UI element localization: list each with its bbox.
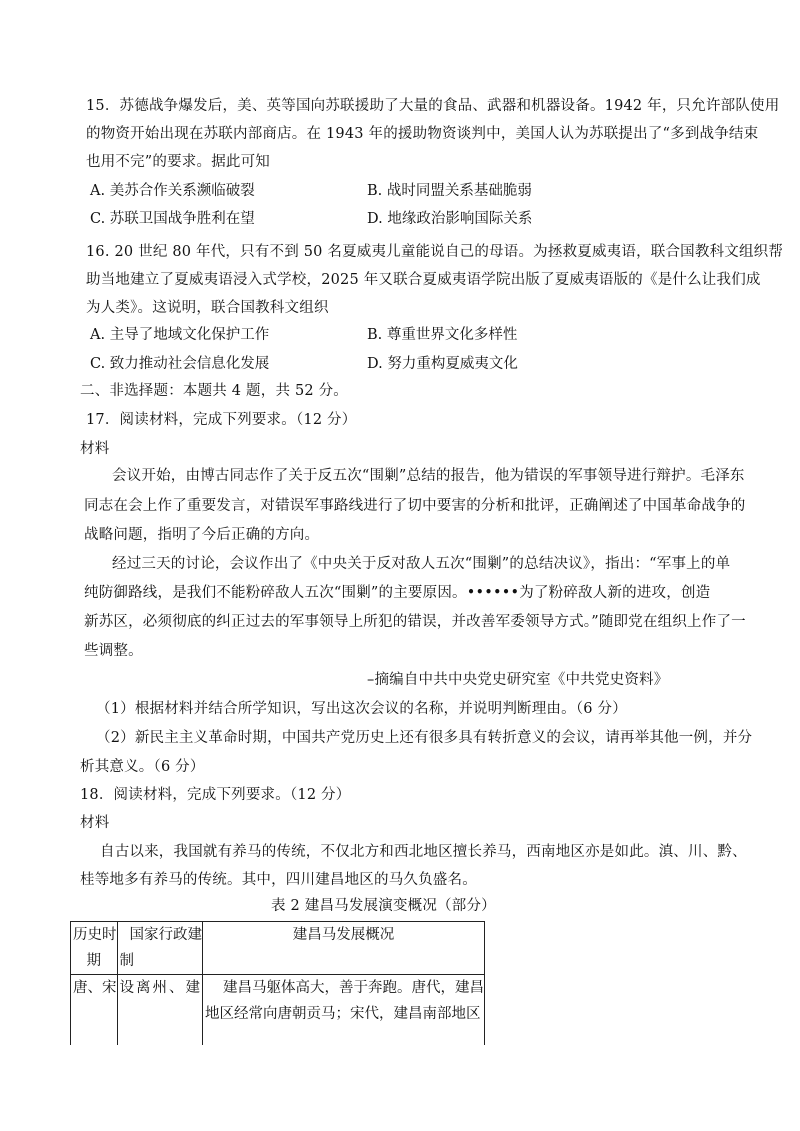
q16-stem-line-3: 为人类》。这说明，联合国教科文组织 xyxy=(86,300,329,316)
q15-stem-line-2: 的物资开始出现在苏联内部商店。在 1943 年的援助物资谈判中，美国人认为苏联提出了“多到战争结束 xyxy=(86,126,759,142)
header-cell-overview: 建昌马发展概况 xyxy=(203,922,485,975)
q18-title: 18．阅读材料，完成下列要求。（12 分） xyxy=(80,787,351,803)
q16-option-c: C. 致力推动社会信息化发展 xyxy=(90,356,270,372)
q17-sub-question-2-line-1: （2）新民主主义革命时期，中国共产党历史上还有很多具有转折意义的会议，请再举其他一例，并分 xyxy=(96,730,753,746)
q16-option-d: D. 努力重构夏威夷文化 xyxy=(367,356,518,372)
q17-title: 17．阅读材料，完成下列要求。（12 分） xyxy=(86,412,357,428)
q17-para2-line-1: 经过三天的讨论，会议作出了《中央关于反对敌人五次“围剿”的总结决议》，指出：“军事上的单 xyxy=(112,556,731,572)
q17-para1-line-1: 会议开始，由博古同志作了关于反五次“围剿”总结的报告，他为错误的军事领导进行辩护。毛泽东 xyxy=(112,468,745,484)
q16-stem-line-1: 16. 20 世纪 80 年代，只有不到 50 名夏威夷儿童能说自己的母语。为拯救夏威夷语，联合国教科文组织帮 xyxy=(86,244,784,260)
q17-source: –摘编自中共中央党史研究室《中共党史资料》 xyxy=(367,672,669,688)
q17-para2-line-3: 新苏区，必须彻底的纠正过去的军事领导上所犯的错误，并改善军委领导方式。”随即党在组织上作了一 xyxy=(84,614,746,630)
section-2-heading: 二、非选择题：本题共 4 题，共 52 分。 xyxy=(80,383,349,399)
q15-stem-line-3: 也用不完”的要求。据此可知 xyxy=(86,154,271,170)
row1-overview: 建昌马躯体高大，善于奔跑。唐代，建昌 地区经常向唐朝贡马；宋代，建昌南部地区 xyxy=(203,975,485,1045)
header-cell-admin: 国家行政建 制 xyxy=(117,922,203,975)
q16-option-a: A. 主导了地域文化保护工作 xyxy=(90,327,270,343)
q18-table-caption: 表 2 建昌马发展演变概况（部分） xyxy=(271,898,496,914)
horse-development-table xyxy=(70,921,485,1045)
q15-option-b: B. 战时同盟关系基础脆弱 xyxy=(367,183,532,199)
q17-sub-question-2-line-2: 析其意义。（6 分） xyxy=(80,759,205,775)
q16-option-b: B. 尊重世界文化多样性 xyxy=(367,327,518,343)
row1-admin: 设离州、建 xyxy=(117,975,203,1045)
q18-material-label: 材料 xyxy=(80,815,110,831)
header-cell-period: 历史时 期 xyxy=(71,922,118,975)
q17-para1-line-3: 战略问题，指明了今后正确的方向。 xyxy=(84,527,320,543)
table-row xyxy=(71,975,485,1045)
q17-para2-line-4: 些调整。 xyxy=(84,643,143,659)
table-header-row xyxy=(71,922,485,975)
q17-para2-line-2: 纯防御路线，是我们不能粉碎敌人五次“围剿”的主要原因。••••••为了粉碎敌人新的进攻，创造 xyxy=(84,585,711,601)
q18-intro-line-1: 自古以来，我国就有养马的传统，不仅北方和西北地区擅长养马，西南地区亦是如此。滇、川、黔、 xyxy=(100,844,747,860)
q17-material-label: 材料 xyxy=(80,441,110,457)
q15-stem-line-1: 15．苏德战争爆发后，美、英等国向苏联援助了大量的食品、武器和机器设备。1942 年，只允许部队使用 xyxy=(86,98,780,114)
q15-option-d: D. 地缘政治影响国际关系 xyxy=(367,211,533,227)
q17-para1-line-2: 同志在会上作了重要发言，对错误军事路线进行了切中要害的分析和批评，正确阐述了中国革命战争的 xyxy=(84,498,746,514)
q16-stem-line-2: 助当地建立了夏威夷语浸入式学校，2025 年又联合夏威夷语学院出版了夏威夷语版的《是什么让我们成 xyxy=(86,272,761,288)
row1-period: 唐、宋 xyxy=(71,975,118,1045)
q18-intro-line-2: 桂等地多有养马的传统。其中，四川建昌地区的马久负盛名。 xyxy=(80,872,477,888)
q15-option-c: C. 苏联卫国战争胜利在望 xyxy=(90,211,255,227)
q17-sub-question-1: （1）根据材料并结合所学知识，写出这次会议的名称，并说明判断理由。（6 分） xyxy=(96,701,627,717)
q15-option-a: A. 美苏合作关系濒临破裂 xyxy=(90,183,255,199)
